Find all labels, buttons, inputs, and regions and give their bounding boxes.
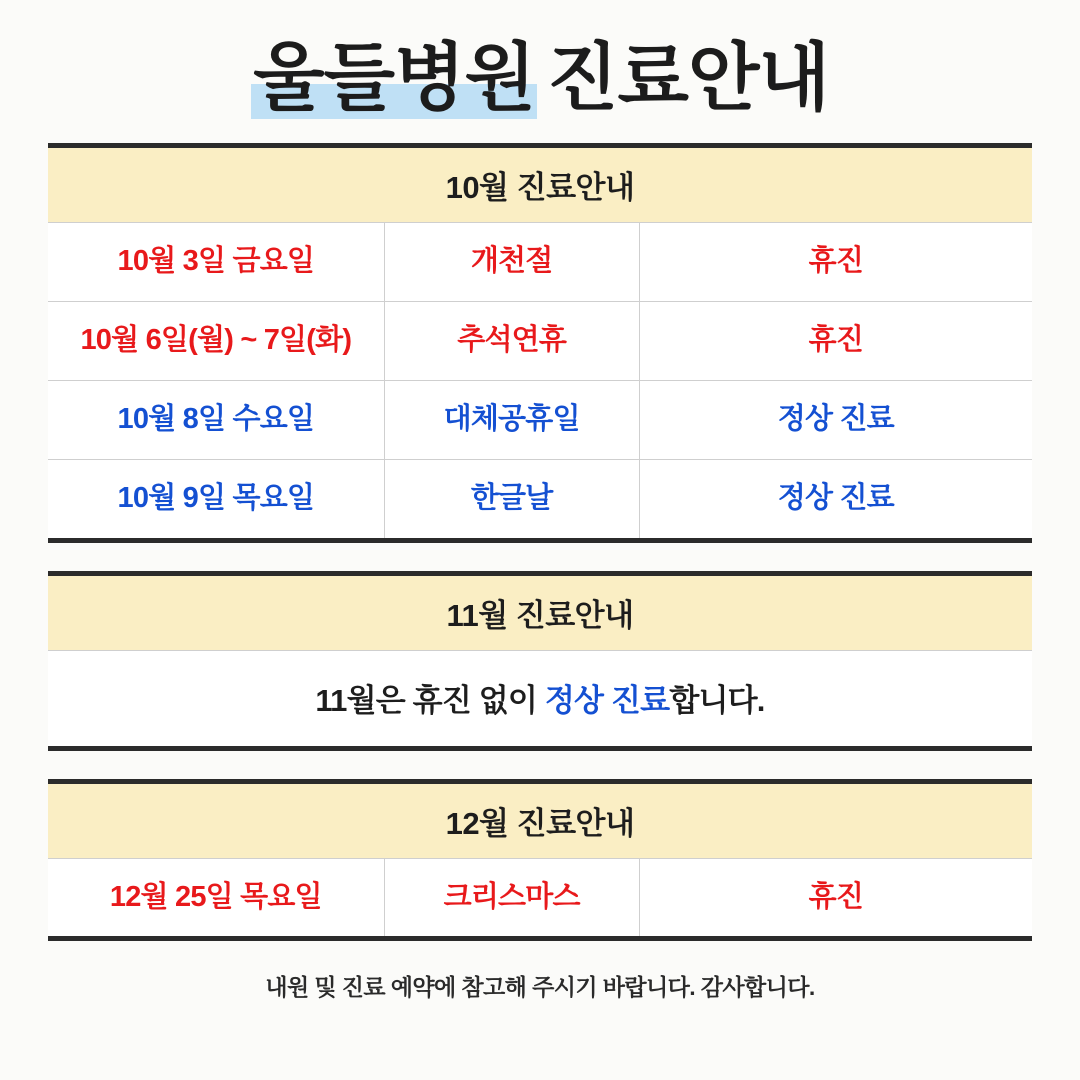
title-text <box>251 34 829 121</box>
row-date: 10월 8일 수요일 <box>48 381 385 459</box>
row-holiday-name: 대체공휴일 <box>385 381 640 459</box>
row-date: 10월 9일 목요일 <box>48 460 385 538</box>
section-heading-october: 10월 진료안내 <box>48 148 1032 222</box>
row-holiday-name: 한글날 <box>385 460 640 538</box>
row-date: 10월 6일(월) ~ 7일(화) <box>48 302 385 380</box>
row-status: 휴진 <box>808 324 864 357</box>
section-heading-november: 11월 진료안내 <box>48 576 1032 650</box>
title-hospital-name: 울들병원 <box>253 36 535 119</box>
table-row <box>48 301 1032 380</box>
row-holiday-name: 크리스마스 <box>385 859 640 937</box>
november-note-before: 11월은 휴진 없이 <box>315 682 545 718</box>
november-note <box>48 650 1032 746</box>
section-december <box>48 779 1032 942</box>
title-suffix: 진료안내 <box>547 36 829 119</box>
table-row <box>48 222 1032 301</box>
section-heading-december: 12월 진료안내 <box>48 784 1032 858</box>
footer-note: 내원 및 진료 예약에 참고해 주시기 바랍니다. 감사합니다. <box>265 974 815 1001</box>
row-date: 10월 3일 금요일 <box>48 223 385 301</box>
row-date: 12월 25일 목요일 <box>48 859 385 937</box>
row-holiday-name: 개천절 <box>385 223 640 301</box>
page-title <box>48 0 1032 143</box>
november-note-emphasis: 정상 진료 <box>544 682 670 718</box>
row-status: 정상 진료 <box>777 402 894 435</box>
row-holiday-name: 추석연휴 <box>385 302 640 380</box>
row-status: 휴진 <box>808 880 864 913</box>
november-note-after: 합니다. <box>669 682 765 718</box>
section-november <box>48 571 1032 751</box>
section-october <box>48 143 1032 542</box>
row-status: 정상 진료 <box>777 481 894 514</box>
table-row <box>48 459 1032 538</box>
row-status: 휴진 <box>808 245 864 278</box>
table-row <box>48 380 1032 459</box>
table-row <box>48 858 1032 937</box>
